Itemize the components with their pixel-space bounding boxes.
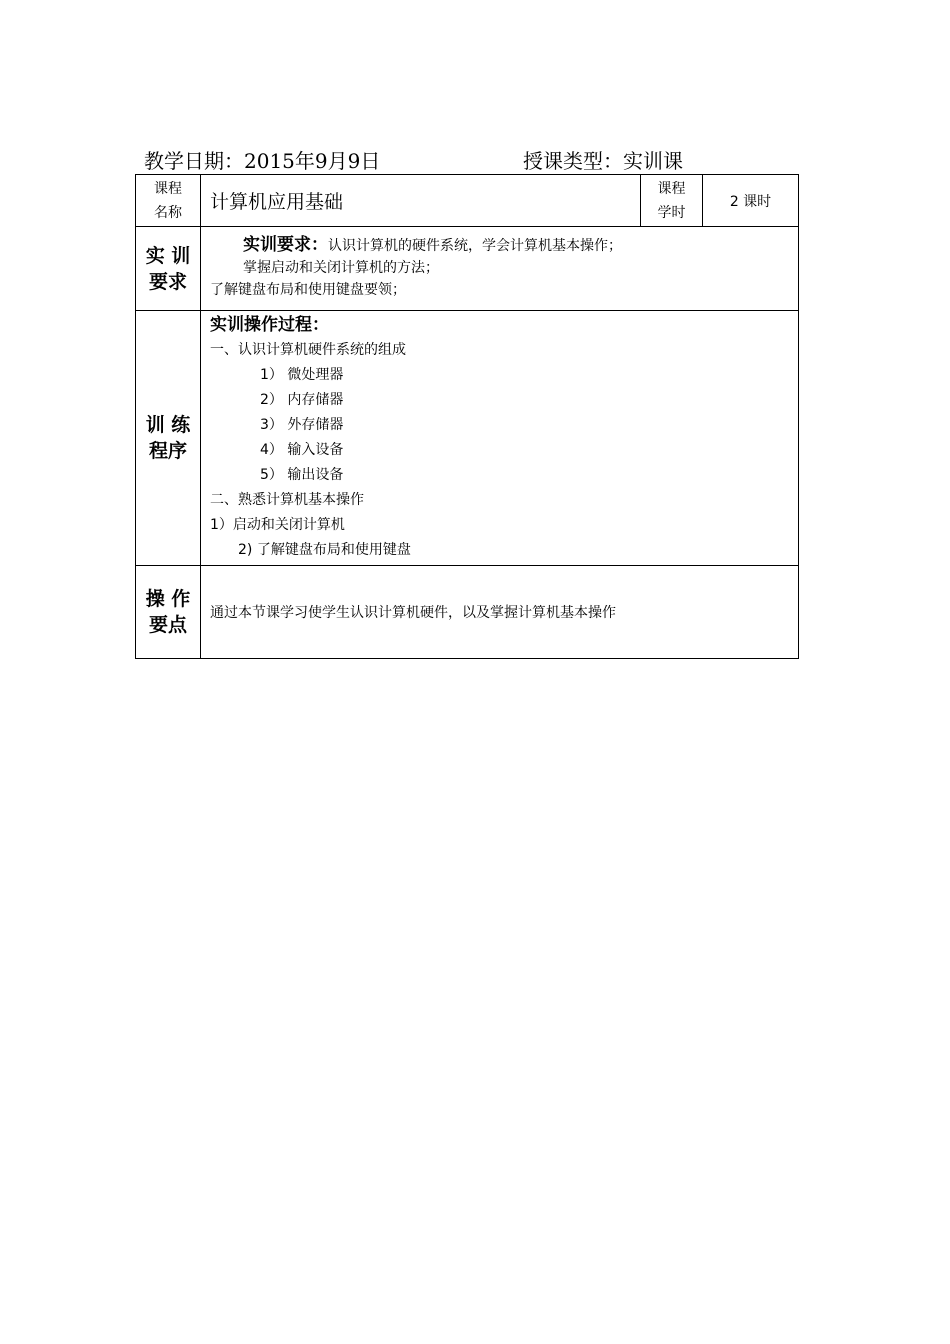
course-hours-label-2: 学时: [657, 204, 686, 221]
requirements-row: [136, 227, 799, 311]
keypoints-row: [136, 566, 799, 659]
requirements-label-1: 实 训: [145, 244, 191, 267]
requirements-content: [201, 227, 799, 311]
procedure-sub-2: 2) 了解键盘布局和使用键盘: [238, 542, 411, 558]
course-hours-label-1: 课程: [657, 180, 686, 197]
course-hours-label-cell: [641, 175, 703, 227]
procedure-item-4: 4） 输入设备: [260, 442, 344, 458]
procedure-section-2: 二、熟悉计算机基本操作: [210, 492, 364, 508]
keypoints-text: 通过本节课学习使学生认识计算机硬件，以及掌握计算机基本操作: [201, 566, 799, 659]
course-name-label-1: 课程: [154, 180, 182, 197]
requirements-line-3: 了解键盘布局和使用键盘要领；: [210, 282, 406, 298]
requirements-label-2: 要求: [148, 270, 187, 293]
course-name-label-2: 名称: [154, 204, 182, 221]
keypoints-label-cell: [136, 566, 201, 659]
procedure-item-3: 3） 外存储器: [260, 417, 344, 433]
procedure-content: [201, 311, 799, 566]
lesson-plan-table: [135, 174, 799, 659]
procedure-row: [136, 311, 799, 566]
course-name: 计算机应用基础: [201, 175, 641, 227]
course-hours-value: 2 课时: [703, 175, 799, 227]
procedure-label-1: 训 练: [145, 414, 191, 436]
procedure-section-1: 一、认识计算机硬件系统的组成: [210, 342, 406, 358]
procedure-sub-1: 1）启动和关闭计算机: [210, 517, 345, 533]
keypoints-label-2: 要点: [148, 614, 187, 636]
lesson-type: 授课类型：实训课: [523, 149, 683, 173]
requirements-line-2: 掌握启动和关闭计算机的方法；: [243, 260, 439, 276]
procedure-heading: 实训操作过程：: [210, 315, 329, 335]
procedure-item-5: 5） 输出设备: [260, 467, 344, 483]
requirements-label-cell: [136, 227, 201, 311]
requirements-line-1: 认识计算机的硬件系统，学会计算机基本操作；: [328, 238, 622, 254]
teaching-date: 教学日期：2015年9月9日: [144, 149, 381, 173]
requirements-heading: 实训要求：: [243, 235, 328, 255]
procedure-item-1: 1） 微处理器: [260, 367, 344, 383]
procedure-item-2: 2） 内存储器: [260, 392, 344, 408]
course-name-label-cell: [136, 175, 201, 227]
procedure-label-2: 程序: [148, 440, 187, 462]
procedure-label-cell: [136, 311, 201, 566]
keypoints-label-1: 操 作: [145, 588, 191, 610]
course-row: [136, 175, 799, 227]
